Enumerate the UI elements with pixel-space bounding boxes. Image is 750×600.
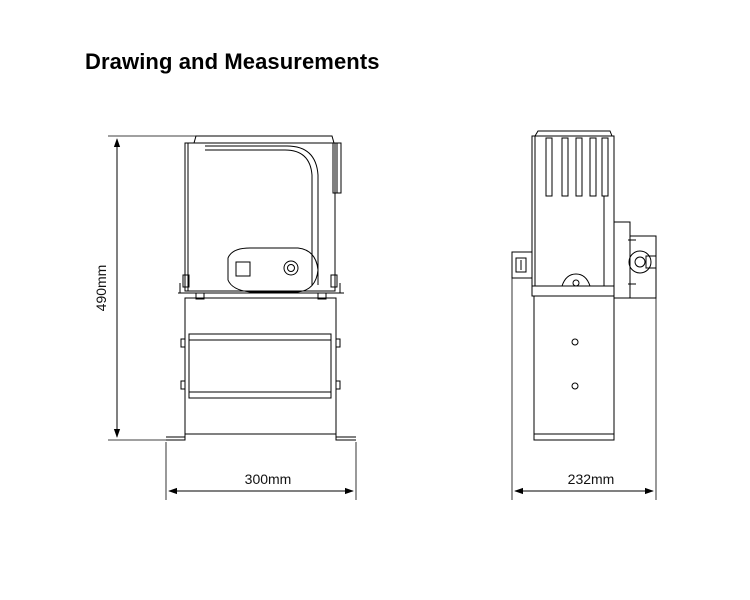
page-title: Drawing and Measurements [85,49,380,74]
side-width-label: 232mm [567,471,615,487]
front-width-label: 300mm [244,471,292,487]
front-width-dimension [166,442,356,500]
height-dimension [93,136,196,440]
front-view [166,136,356,440]
side-view [512,131,656,440]
height-label: 490mm [93,264,109,312]
